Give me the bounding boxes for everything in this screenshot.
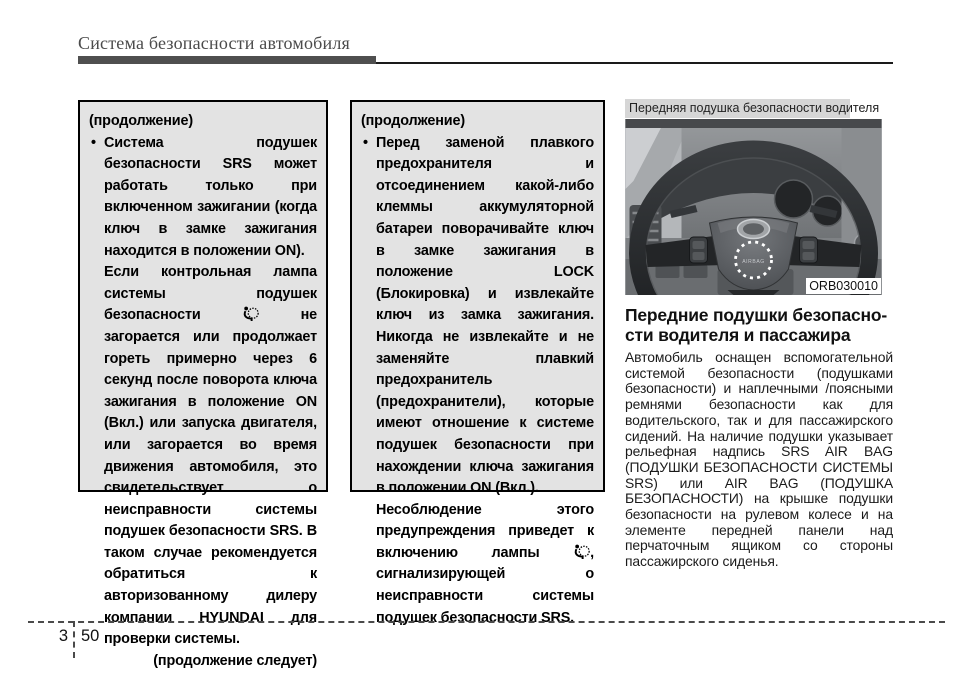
warning-paragraph-text: Несоблюдение этого предупреждения приведет к включению лампы (376, 501, 594, 561)
footer-page-number: 50 (81, 627, 100, 645)
continuation-label: (продолжение) (89, 113, 193, 129)
bullet-marker: • (91, 134, 96, 151)
warning-box-middle (350, 100, 605, 626)
continuation-label: (продолжение) (361, 113, 465, 129)
section-heading-line1: Передние подушки безопасно- (625, 305, 888, 325)
title-rule (78, 56, 893, 64)
srs-airbag-warning-icon (242, 306, 259, 321)
warning-paragraph-text: Если контрольная лампа системы подушек безопасности (104, 264, 317, 324)
footer-dashed-rule (28, 621, 945, 623)
figure-caption: Передняя подушка безопасности водителя (625, 99, 850, 118)
section-heading-line2: сти водителя и пассажира (625, 324, 851, 345)
warning-item-text: Система подушек безопасности SRS может работать только при включенном зажигании (когда ключ в замке зажигания находится в положении ON). (104, 134, 317, 259)
steering-wheel-photo (625, 119, 882, 295)
hub-airbag-label: AIRBAG (742, 259, 765, 265)
warning-bullet-item (89, 133, 317, 263)
section-heading (625, 306, 893, 345)
srs-airbag-warning-icon (573, 544, 590, 559)
title-rule-thin-line (376, 62, 893, 64)
warning-item-text: Перед заменой плавкого предохранителя и отсоединением какой-либо клеммы аккумуляторной батареи поворачивайте ключ в замке зажигания в положение LOCK (Блокировка) и извлекайте ключ из замка зажигания. Никогда не извлекайте и не заменяйте плавкий предохранитель (предохранители), которые имеют отношение к системе подушек безопасности при нахождении ключа зажигания в положении ON (Вкл.). (376, 134, 594, 497)
bullet-marker: • (363, 134, 368, 151)
figure-image-code: ORB030010 (806, 278, 881, 294)
footer-vertical-dashed-rule (73, 621, 75, 658)
warning-paragraph (361, 500, 594, 630)
warning-paragraph-text: не загорается или продолжает гореть примерно через 6 секунд после поворота ключа зажигания в положение ON (Вкл.) или запуска двигателя, или загорается во время движения автомобиля, это свидетельствует о неисправности системы подушек безопасности SRS. В таком случае рекомендуется обратиться к авторизованному дилеру компании HYUNDAI для проверки системы. (104, 307, 317, 648)
warning-bullet-item (361, 133, 594, 500)
page-title: Система безопасности автомобиля (78, 33, 351, 53)
warning-paragraph-text: , сигнализирующей о неисправности системы подушек безопасности SRS. (376, 544, 594, 626)
title-rule-thick-bar (78, 56, 376, 64)
to-be-continued-label: (продолжение следует) (153, 652, 317, 669)
section-body-text: Автомобиль оснащен вспомогательной системой безопасности (подушками безопасности) и наплечными /поясными ремнями безопасности как для водительского, так и для пассажирского сидений. На наличие подушки указывает рельефная надпись SRS AIR BAG (ПОДУШКИ БЕЗОПАСНОСТИ СИСТЕМЫ SRS) или AIR BAG (ПОДУШКА БЕЗОПАСНОСТИ) на крышке подушки безопасности на рулевом колесе и на элементе передней панели над перчаточным ящиком со стороны пассажирского сиденья. (625, 349, 893, 570)
warning-paragraph (89, 262, 317, 651)
footer-chapter-number: 3 (58, 627, 68, 645)
steering-wheel-illustration (625, 119, 882, 295)
